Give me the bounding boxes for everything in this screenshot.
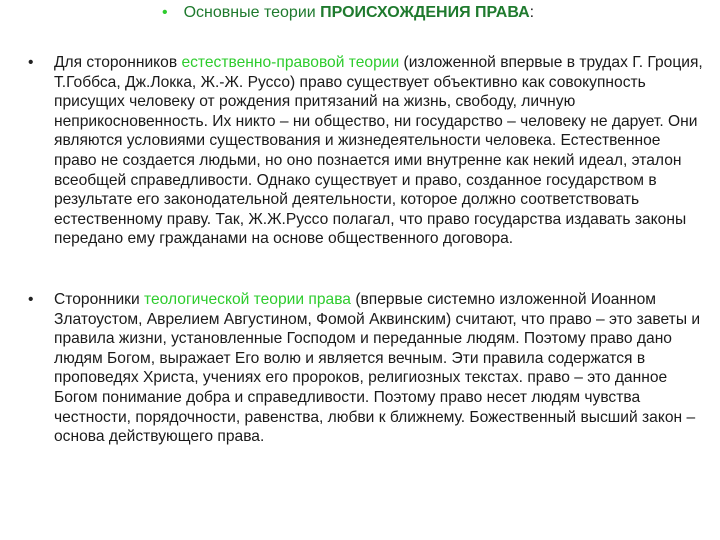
paragraph-bullet: • <box>28 291 34 308</box>
paragraph-text-after: (изложенной впервые в трудах Г. Гроция, Т.Гоббса, Дж.Локка, Ж.-Ж. Руссо) право существует объективно как совокупность присущих человеку от рождения притязаний на жизнь, свободу, личную неприкосновенность. Их никто – ни общество, ни государство – человеку не дарует. Они являются условиями существования и жизнедеятельности человека. Естественное право не создается людьми, но оно познается ими внутренне как некий идеал, эталон всеобщей справедливости. Однако существует и право, созданное государством в результате его законодательной деятельности, которое должно соответствовать естественному праву. Так, Ж.Ж.Руссо полагал, что право государства издавать законы передано ему гражданами на основе общественного договора. <box>54 54 703 248</box>
paragraph-theological <box>28 290 704 447</box>
paragraph-text-before: Для сторонников <box>54 54 182 71</box>
paragraph-text-after: (впервые системно изложенной Иоанном Златоустом, Аврелием Августином, Фомой Аквинским) считают, что право – это заветы и правила жизни, установленные Господом и переданные людям. Поэтому право дано людям Богом, выражает Его волю и является вечным. Эти правила содержатся в проповедях Христа, учениях его пророков, религиозных текстах. право – это данное Богом понимание добра и справедливости. Поэтому право несет людям чувства честности, порядочности, равенства, любви к ближнему. Божественный высший закон – основа действующего права. <box>54 291 701 446</box>
paragraph-bullet: • <box>28 54 34 71</box>
paragraph-natural-law <box>28 53 704 249</box>
title-text-prefix: Основные теории <box>183 4 321 21</box>
highlight-theological-theory: теологической теории права <box>144 291 351 308</box>
highlight-natural-law-theory: естественно-правовой теории <box>181 54 400 71</box>
slide-title <box>162 2 534 24</box>
title-bullet: • <box>162 4 168 21</box>
title-text-colon: : <box>529 4 535 21</box>
title-text-emphasis: ПРОИСХОЖДЕНИЯ ПРАВА <box>320 4 530 21</box>
paragraph-text-before: Сторонники <box>54 291 145 308</box>
